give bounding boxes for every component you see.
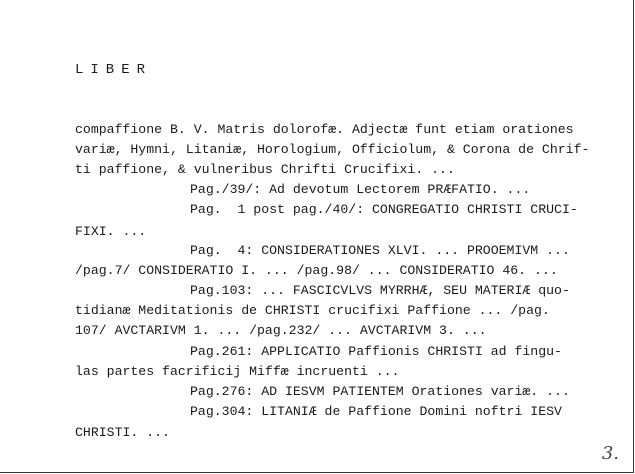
text-line: variæ, Hymni, Litaniæ, Horologium, Officiolum, & Corona de Chrif- <box>75 142 590 157</box>
text-line: 107/ AVCTARIVM 1. ... /pag.232/ ... AVCTARIVM 3. ... <box>75 323 487 338</box>
text-line: ti paffione, & vulneribus Chrifti Crucifixi. ... <box>75 162 455 177</box>
text-line: Pag.103: ... FASCICVLVS MYRRHÆ, SEU MATERIÆ quo- <box>190 283 570 298</box>
text-line: compaffione B. V. Matris dolorofæ. Adjectæ funt etiam orationes <box>75 122 574 137</box>
text-line: CHRISTI. ... <box>75 425 170 440</box>
text-line: FIXI. ... <box>75 224 147 239</box>
text-line: /pag.7/ CONSIDERATIO I. ... /pag.98/ ... CONSIDERATIO 46. ... <box>75 263 558 278</box>
text-line: Pag./39/: Ad devotum Lectorem PRÆFATIO. ... <box>190 182 531 197</box>
text-line: Pag.276: AD IESVM PATIENTEM Orationes variæ. ... <box>190 384 570 399</box>
text-line: Pag. 4: CONSIDERATIONES XLVI. ... PROOEMIVM ... <box>190 243 570 258</box>
text-line: Pag.261: APPLICATIO Paffionis CHRISTI ad fingu- <box>190 344 562 359</box>
page-number: 3. <box>601 443 619 464</box>
card-heading: LIBER <box>75 62 153 78</box>
text-line: las partes facrificij Miffæ incruenti ... <box>75 364 400 379</box>
text-line: Pag. 1 post pag./40/: CONGREGATIO CHRISTI CRUCI- <box>190 202 578 217</box>
text-line: tidianæ Meditationis de CHRISTI crucifixi Paffione ... /pag. <box>75 303 550 318</box>
text-line: Pag.304: LITANIÆ de Paffione Domini noftri IESV <box>190 404 562 419</box>
